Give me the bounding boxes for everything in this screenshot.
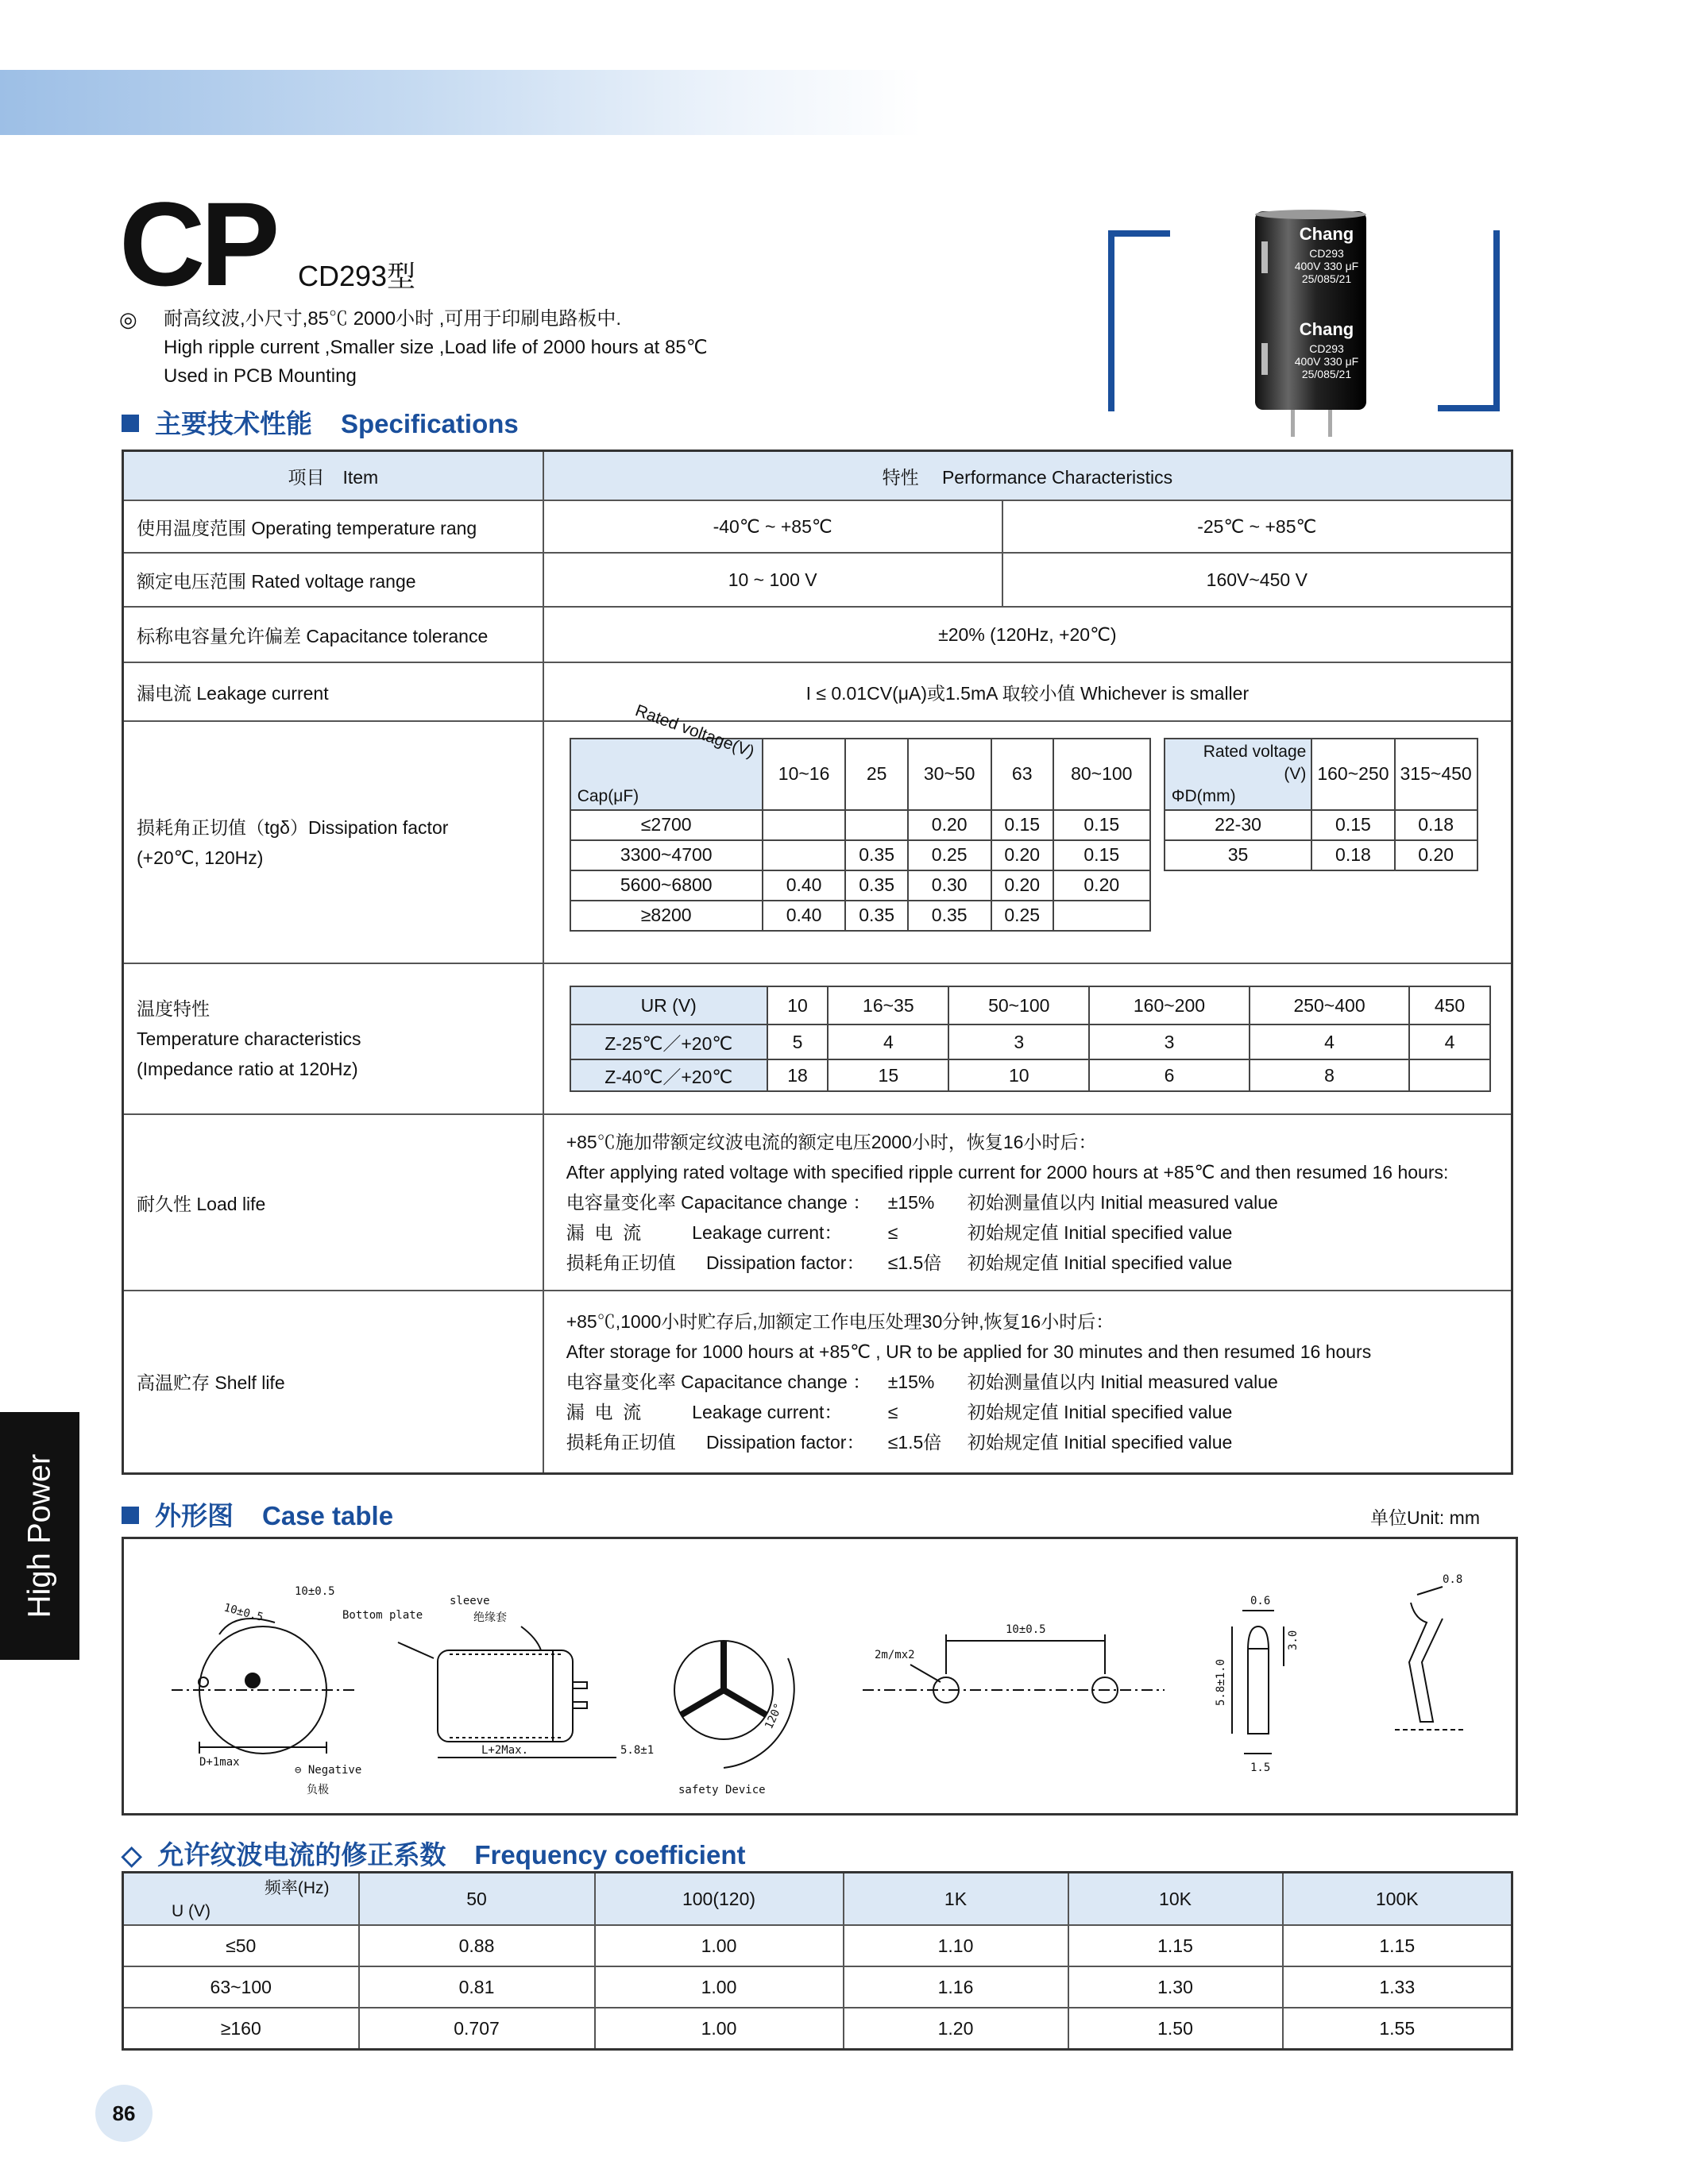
- dim-label: 0.8: [1443, 1573, 1463, 1586]
- tc-val: 6: [1089, 1059, 1250, 1091]
- spec-value: ±20% (120Hz, +20℃): [543, 607, 1512, 662]
- df-val: 0.18: [1311, 840, 1394, 870]
- freq-val: 1.00: [595, 1925, 844, 1966]
- corner-bottom-label: Cap(μF): [577, 786, 639, 805]
- tc-val: [1409, 1059, 1489, 1091]
- freq-val: 1.00: [595, 2008, 844, 2050]
- freq-row: [123, 1925, 1512, 1966]
- col-perf-header: 特性 Performance Characteristics: [543, 451, 1512, 501]
- df-row: [1165, 810, 1477, 840]
- tc-label: 温度特性: [137, 998, 210, 1019]
- tc-val: 15: [828, 1059, 948, 1091]
- dim-label: 0.6: [1250, 1595, 1271, 1607]
- freq-col: 50: [359, 1873, 595, 1926]
- intro-block: [119, 305, 708, 391]
- spec-label: 使用温度范围 Operating temperature rang: [123, 500, 543, 553]
- tc-val: 4: [828, 1024, 948, 1059]
- freq-row: [123, 1966, 1512, 2008]
- df-row: [570, 810, 1150, 840]
- freq-voltage: ≤50: [123, 1925, 359, 1966]
- df-val: 0.20: [1395, 840, 1477, 870]
- freq-val: 1.20: [844, 2008, 1068, 2050]
- df-val: 0.15: [1053, 810, 1150, 840]
- square-icon: [122, 415, 139, 432]
- freq-val: 1.15: [1068, 1925, 1283, 1966]
- freq-col: 1K: [844, 1873, 1068, 1926]
- model-name: CD293型: [298, 260, 416, 292]
- brand-text: Chang: [1299, 319, 1354, 339]
- df-val: [845, 810, 907, 840]
- series-title: CP: [119, 177, 276, 311]
- df-col-head: 63: [991, 739, 1053, 810]
- dim-label: 绝缘套: [473, 1611, 507, 1624]
- case-drawing-box: [122, 1537, 1518, 1815]
- freq-val: 1.16: [844, 1966, 1068, 2008]
- case-section-title: 外形图 Case table: [122, 1495, 393, 1533]
- spec-row-shelf-life: [123, 1291, 1512, 1473]
- corner-bottom-label: U (V): [172, 1902, 211, 1920]
- spec-label: [123, 721, 543, 963]
- tc-row-name: Z-25℃／+20℃: [570, 1024, 767, 1059]
- spec-label: 高温贮存 Shelf life: [123, 1291, 543, 1473]
- df-col-head: 160~250: [1311, 739, 1394, 810]
- tc-val: 5: [767, 1024, 829, 1059]
- load-life-text: [543, 1114, 1512, 1291]
- spec-value: 160V~450 V: [1002, 553, 1512, 607]
- freq-col: 100K: [1283, 1873, 1512, 1926]
- df-val: 0.35: [845, 901, 907, 931]
- dim-label: safety Device: [678, 1784, 766, 1796]
- df-val: 0.35: [845, 840, 907, 870]
- spec-value: -25℃ ~ +85℃: [1002, 500, 1512, 553]
- tc-col: 160~200: [1089, 986, 1250, 1024]
- capacitor-photo: [1247, 208, 1374, 438]
- dim-label: 负极: [307, 1784, 329, 1796]
- df-val: 0.35: [845, 870, 907, 901]
- dim-label: D+1max: [199, 1756, 240, 1769]
- df-col-head: 25: [845, 739, 907, 810]
- side-category-tab: [0, 1412, 79, 1660]
- df-val: 0.40: [763, 870, 846, 901]
- corner-top-label: Rated voltage(V): [632, 700, 757, 762]
- intro-line: Used in PCB Mounting: [164, 365, 357, 387]
- specs-header-row: [123, 451, 1512, 501]
- spec-value: I ≤ 0.01CV(μA)或1.5mA 取较小值 Whichever is smaller: [543, 662, 1512, 721]
- spec-value: -40℃ ~ +85℃: [543, 500, 1002, 553]
- diamond-icon: ◇: [122, 1840, 142, 1870]
- dim-label: 5.8±1.0: [1215, 1658, 1227, 1706]
- freq-voltage: ≥160: [123, 2008, 359, 2050]
- bullet-icon: ◎: [119, 307, 137, 331]
- dim-label: 5.8±1: [620, 1744, 655, 1757]
- image-frame-left: [1108, 230, 1170, 411]
- tc-val: 10: [948, 1059, 1089, 1091]
- spec-label: [123, 963, 543, 1114]
- df-col-head: 80~100: [1053, 739, 1150, 810]
- df-val: 0.30: [908, 870, 991, 901]
- freq-val: 1.55: [1283, 2008, 1512, 2050]
- tc-head: UR (V): [570, 986, 767, 1024]
- df-val: 0.18: [1395, 810, 1477, 840]
- tc-val: 4: [1409, 1024, 1489, 1059]
- tc-col: 10: [767, 986, 829, 1024]
- spec-label: 标称电容量允许偏差 Capacitance tolerance: [123, 607, 543, 662]
- spec-row-load-life: [123, 1114, 1512, 1291]
- case-outline-drawing: [124, 1539, 1516, 1813]
- freq-val: 0.707: [359, 2008, 595, 2050]
- tc-val: 8: [1250, 1059, 1410, 1091]
- specs-table: [122, 450, 1513, 1475]
- df-corner-cell: [570, 700, 763, 810]
- load-item: 电容量变化率 Capacitance change ： ±15% 初始测量值以内 Initial measured value: [566, 1192, 1278, 1213]
- tc-col: 16~35: [828, 986, 948, 1024]
- df-tables-cell: [543, 700, 1512, 963]
- df-row: [570, 870, 1150, 901]
- freq-val: 1.00: [595, 1966, 844, 2008]
- dim-label: L+2Max.: [481, 1744, 529, 1757]
- shelf-line: +85℃,1000小时贮存后,加额定工作电压处理30分钟,恢复16小时后：: [566, 1310, 1114, 1332]
- df-corner-cell: [1165, 739, 1312, 810]
- cap-label: 25/085/21: [1301, 272, 1352, 285]
- df-row: [570, 840, 1150, 870]
- tc-col: 250~400: [1250, 986, 1410, 1024]
- dim-label: 1.5: [1250, 1761, 1271, 1774]
- cap-label: CD293: [1309, 247, 1344, 260]
- shelf-item: 电容量变化率 Capacitance change ： ±15% 初始测量值以内 Initial measured value: [566, 1371, 1278, 1392]
- df-cap: ≤2700: [570, 810, 763, 840]
- df-label: 损耗角正切值（tgδ）Dissipation factor: [137, 816, 449, 838]
- brand-text: Chang: [1299, 224, 1354, 244]
- tc-row: [570, 1059, 1490, 1091]
- dim-label: 10±0.5: [295, 1585, 335, 1598]
- load-line: After applying rated voltage with specified ripple current for 2000 hours at +85℃ and then resumed 16 hours:: [566, 1162, 1449, 1183]
- freq-val: 0.81: [359, 1966, 595, 2008]
- load-line: +85℃施加带额定纹波电流的额定电压2000小时，恢复16小时后：: [566, 1132, 1097, 1152]
- cap-label: 25/085/21: [1301, 368, 1352, 380]
- col-item-header: 项目 Item: [123, 451, 543, 501]
- freq-col: 10K: [1068, 1873, 1283, 1926]
- corner-top-label: 频率(Hz): [264, 1879, 330, 1897]
- page-number: 86: [95, 2085, 153, 2142]
- spec-row-cap-tol: [123, 607, 1512, 662]
- tc-val: 3: [1089, 1024, 1250, 1059]
- tc-val: 3: [948, 1024, 1089, 1059]
- df-val: 0.20: [908, 810, 991, 840]
- cap-label: 400V 330 μF: [1294, 355, 1359, 368]
- spec-label: 额定电压范围 Rated voltage range: [123, 553, 543, 607]
- spec-label: 耐久性 Load life: [123, 1114, 543, 1291]
- freq-header-row: [123, 1873, 1512, 1926]
- freq-val: 1.33: [1283, 1966, 1512, 2008]
- spec-label: 漏电流 Leakage current: [123, 662, 543, 721]
- tc-table-cell: [543, 963, 1512, 1114]
- df-val: 0.40: [763, 901, 846, 931]
- dim-label: sleeve: [450, 1595, 490, 1607]
- df-val: 0.15: [1311, 810, 1394, 840]
- shelf-line: After storage for 1000 hours at +85℃ , UR to be applied for 30 minutes and then resumed 16 hours: [566, 1341, 1372, 1362]
- df-val: 0.20: [991, 840, 1053, 870]
- freq-section-title: ◇ 允许纹波电流的修正系数 Frequency coefficient: [122, 1840, 746, 1870]
- df-diameter: 22-30: [1165, 810, 1312, 840]
- tc-row: [570, 1024, 1490, 1059]
- dim-label: ⊖ Negative: [295, 1764, 362, 1777]
- cap-label: 400V 330 μF: [1294, 260, 1359, 272]
- df-val: 0.15: [991, 810, 1053, 840]
- df-cap: ≥8200: [570, 901, 763, 931]
- top-gradient-band: [0, 70, 921, 135]
- frequency-table: [122, 1871, 1513, 2051]
- side-tab-label: High Power: [21, 1453, 57, 1619]
- df-cap: 5600~6800: [570, 870, 763, 901]
- df-row: [1165, 840, 1477, 870]
- specs-section-title: 主要技术性能 Specifications: [122, 403, 519, 441]
- tc-label: Temperature characteristics: [137, 1028, 361, 1049]
- cap-label: CD293: [1309, 342, 1344, 355]
- square-icon: [122, 1507, 139, 1524]
- df-table-high-voltage: [1164, 738, 1478, 871]
- spec-row-leakage: [123, 662, 1512, 721]
- df-val: 0.15: [1053, 840, 1150, 870]
- intro-line: 耐高纹波,小尺寸,85℃ 2000小时 ,可用于印刷电路板中.: [164, 308, 622, 330]
- load-item: 漏 电 流 Leakage current： ≤ 初始规定值 Initial specified value: [566, 1222, 1233, 1243]
- freq-val: 1.50: [1068, 2008, 1283, 2050]
- spec-row-temp: [123, 500, 1512, 553]
- df-condition: (+20℃, 120Hz): [137, 847, 264, 868]
- df-val: [763, 840, 846, 870]
- freq-val: 0.88: [359, 1925, 595, 1966]
- load-item: 损耗角正切值 Dissipation factor： ≤1.5倍 初始规定值 Initial specified value: [566, 1252, 1233, 1273]
- spec-row-temp-char: [123, 963, 1512, 1114]
- intro-line: High ripple current ,Smaller size ,Load life of 2000 hours at 85℃: [164, 337, 708, 358]
- tc-col: 450: [1409, 986, 1489, 1024]
- df-val: 0.25: [908, 840, 991, 870]
- df-val: [1053, 901, 1150, 931]
- spec-row-voltage: [123, 553, 1512, 607]
- impedance-table: [570, 986, 1491, 1092]
- spec-row-dissipation: [123, 721, 1512, 963]
- shelf-item: 损耗角正切值 Dissipation factor： ≤1.5倍 初始规定值 Initial specified value: [566, 1431, 1233, 1453]
- df-diameter: 35: [1165, 840, 1312, 870]
- df-val: 0.20: [1053, 870, 1150, 901]
- freq-val: 1.10: [844, 1925, 1068, 1966]
- tc-val: 4: [1250, 1024, 1410, 1059]
- df-col-head: 10~16: [763, 739, 846, 810]
- freq-row: [123, 2008, 1512, 2050]
- shelf-life-text: [543, 1291, 1512, 1473]
- df-val: [763, 810, 846, 840]
- image-frame-right: [1438, 230, 1500, 411]
- df-col-head: 30~50: [908, 739, 991, 810]
- df-val: 0.25: [991, 901, 1053, 931]
- df-val: 0.35: [908, 901, 991, 931]
- dim-label: 120°: [763, 1701, 786, 1731]
- dim-label: 10±0.5: [1006, 1623, 1046, 1636]
- df-row: [570, 901, 1150, 931]
- freq-corner-cell: [123, 1873, 359, 1926]
- freq-val: 1.30: [1068, 1966, 1283, 2008]
- unit-label: 单位Unit: mm: [1370, 1507, 1480, 1528]
- tc-val: 18: [767, 1059, 829, 1091]
- df-val: 0.20: [991, 870, 1053, 901]
- spec-value: 10 ~ 100 V: [543, 553, 1002, 607]
- df-cap: 3300~4700: [570, 840, 763, 870]
- freq-col: 100(120): [595, 1873, 844, 1926]
- corner-top-label: Rated voltage (V): [1203, 742, 1307, 783]
- tc-col: 50~100: [948, 986, 1089, 1024]
- corner-bottom-label: ΦD(mm): [1171, 786, 1236, 805]
- dim-label: 2m/mx2: [875, 1649, 915, 1661]
- dim-label: Bottom plate: [342, 1609, 423, 1622]
- tc-label: (Impedance ratio at 120Hz): [137, 1059, 358, 1079]
- freq-voltage: 63~100: [123, 1966, 359, 2008]
- freq-val: 1.15: [1283, 1925, 1512, 1966]
- dim-label: 3.0: [1287, 1630, 1300, 1650]
- shelf-item: 漏 电 流 Leakage current： ≤ 初始规定值 Initial specified value: [566, 1401, 1233, 1422]
- dim-label: 10±0.5: [222, 1601, 265, 1624]
- df-table-low-voltage: [570, 700, 1151, 932]
- tc-row-name: Z-40℃／+20℃: [570, 1059, 767, 1091]
- df-col-head: 315~450: [1395, 739, 1477, 810]
